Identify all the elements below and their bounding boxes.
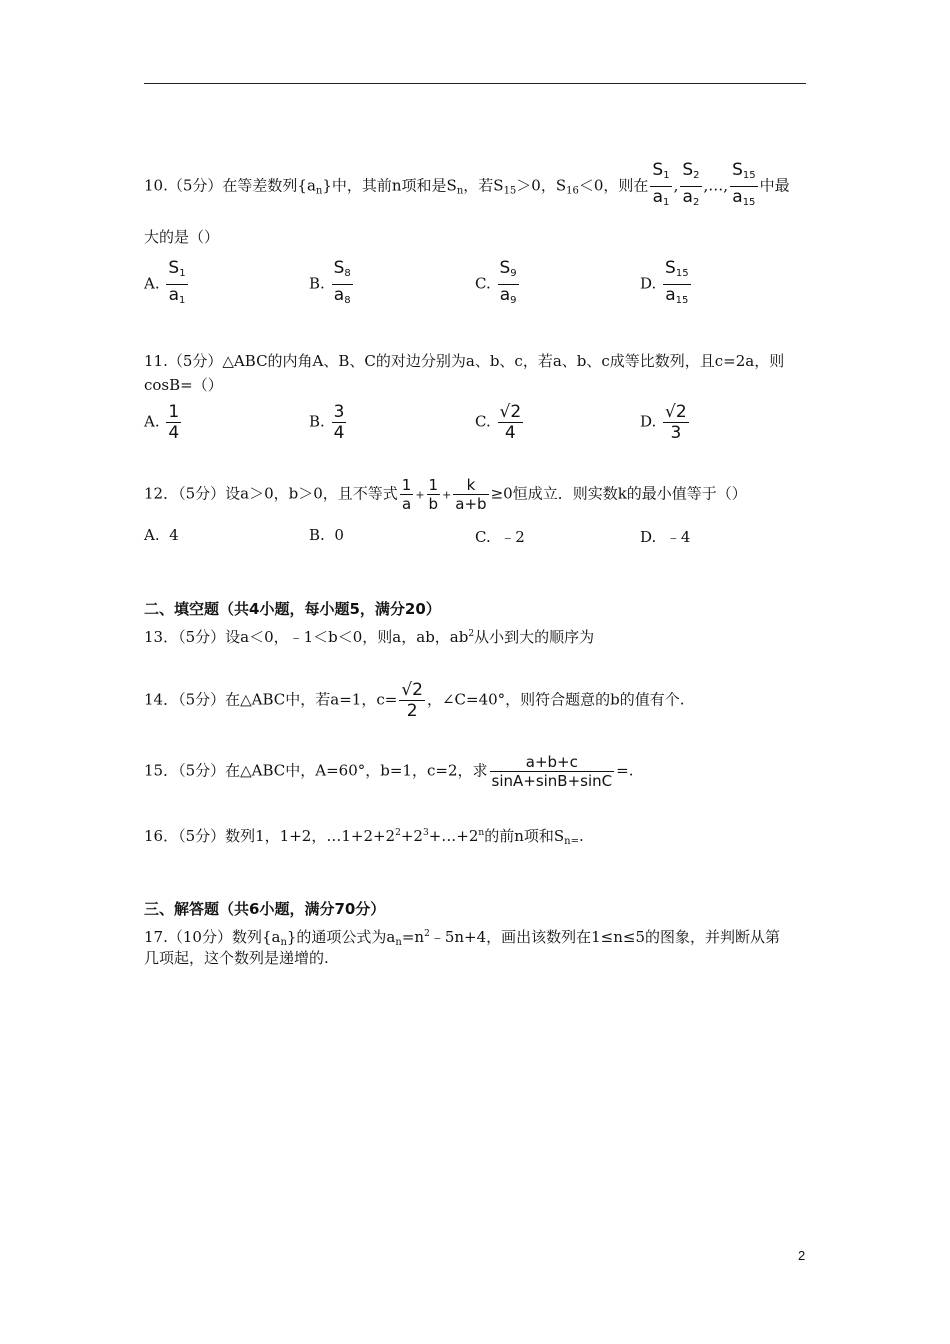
question-10: 10.（5分）在等差数列$\{a_n\}$中，其前n项和是$S_n$，若$S_{15}>0$，$S_{16}<0$，则在 $\frac{S_1}{a_1}$ , $\frac{S_2}{a_2}$ ,…, $\frac{S_{15}}{a_{15}}$ 中最 [144,160,790,213]
question-17-line2: 几项起，这个数列是递增的. [144,949,329,967]
section-3-heading: 三、解答题（共6小题，满分70分） [144,900,386,918]
q12-option-c: C. ﹣2 [475,528,525,546]
question-10-line2: 大的是（） [144,228,220,246]
question-12: 12．（5分）设a＞0，b＞0，且不等式 $\frac{1}{a}$ + $\frac{1}{b}$ + $\frac{k}{a+b}$ ≥0恒成立．则实数k的最小值等于（） [144,476,747,513]
fraction-sqrt2-2: $\frac{√2}{2}$ [401,680,423,721]
fraction-s15-a15: $\frac{S_{15}}{a_{15}}$ [732,160,756,208]
q12-option-a: A. 4 [144,526,179,544]
header-rule [144,83,806,84]
fraction-sum-over-sines: $\frac{a+b+c}{\sin A+\sin B+\sin C}$ [491,753,613,790]
q11-option-a: A. $\frac{1}{4}$ [144,402,180,443]
question-14: 14．（5分）在△ABC中，若a=1，c= $\frac{√2}{2}$ ，∠C=40°，则符合题意的b的值有个. [144,680,685,721]
question-17: 17.（10分）数列$\{a_n\}$的通项公式为$a_n=n^2﹣5n+4$，画出该数列在1≤n≤5的图象，并判断从第 [144,928,781,948]
q11-option-d: D. $\frac{√2}{3}$ [640,402,687,443]
q10-option-c: C. $\frac{S_9}{a_9}$ [475,258,517,306]
question-11: 11.（5分）△ABC的内角A、B、C的对边分别为a、b、c，若a、b、c成等比数列，且c=2a，则 [144,352,785,370]
question-15: 15．（5分）在△ABC中，A=60°，b=1，c=2，求 $\frac{a+b+c}{\sin A+\sin B+\sin C}$ =. [144,753,634,790]
q10-option-b: B. $\frac{S_8}{a_8}$ [309,258,351,306]
q11-option-c: C. $\frac{√2}{4}$ [475,402,522,443]
page-number: 2 [798,1248,806,1263]
section-2-heading: 二、填空题（共4小题，每小题5，满分20） [144,600,441,618]
fraction-1-a: $\frac{1}{a}$ [401,476,412,513]
fraction-s2-a2: $\frac{S_2}{a_2}$ [682,160,700,208]
question-11-line2: cosB=（） [144,376,223,394]
fraction-s1-a1: $\frac{S_1}{a_1}$ [652,160,670,208]
q11-option-b: B. $\frac{3}{4}$ [309,402,345,443]
q12-option-b: B. 0 [309,526,344,544]
question-16: 16．（5分）数列1，1+2，$\dots 1+2+2^2+2^3+\dots+2^n$的前n项和$S_{n=}$. [144,827,584,847]
fraction-1-b: $\frac{1}{b}$ [428,476,439,513]
q12-option-d: D. ﹣4 [640,528,691,546]
q10-option-a: A. $\frac{S_1}{a_1}$ [144,258,186,306]
q10-option-d: D. $\frac{S_{15}}{a_{15}}$ [640,258,689,306]
fraction-k-ab: $\frac{k}{a+b}$ [455,476,487,513]
question-13: 13．（5分）设a＜0，﹣1＜b＜0，则a，ab，$ab^2$从小到大的顺序为 [144,628,595,646]
